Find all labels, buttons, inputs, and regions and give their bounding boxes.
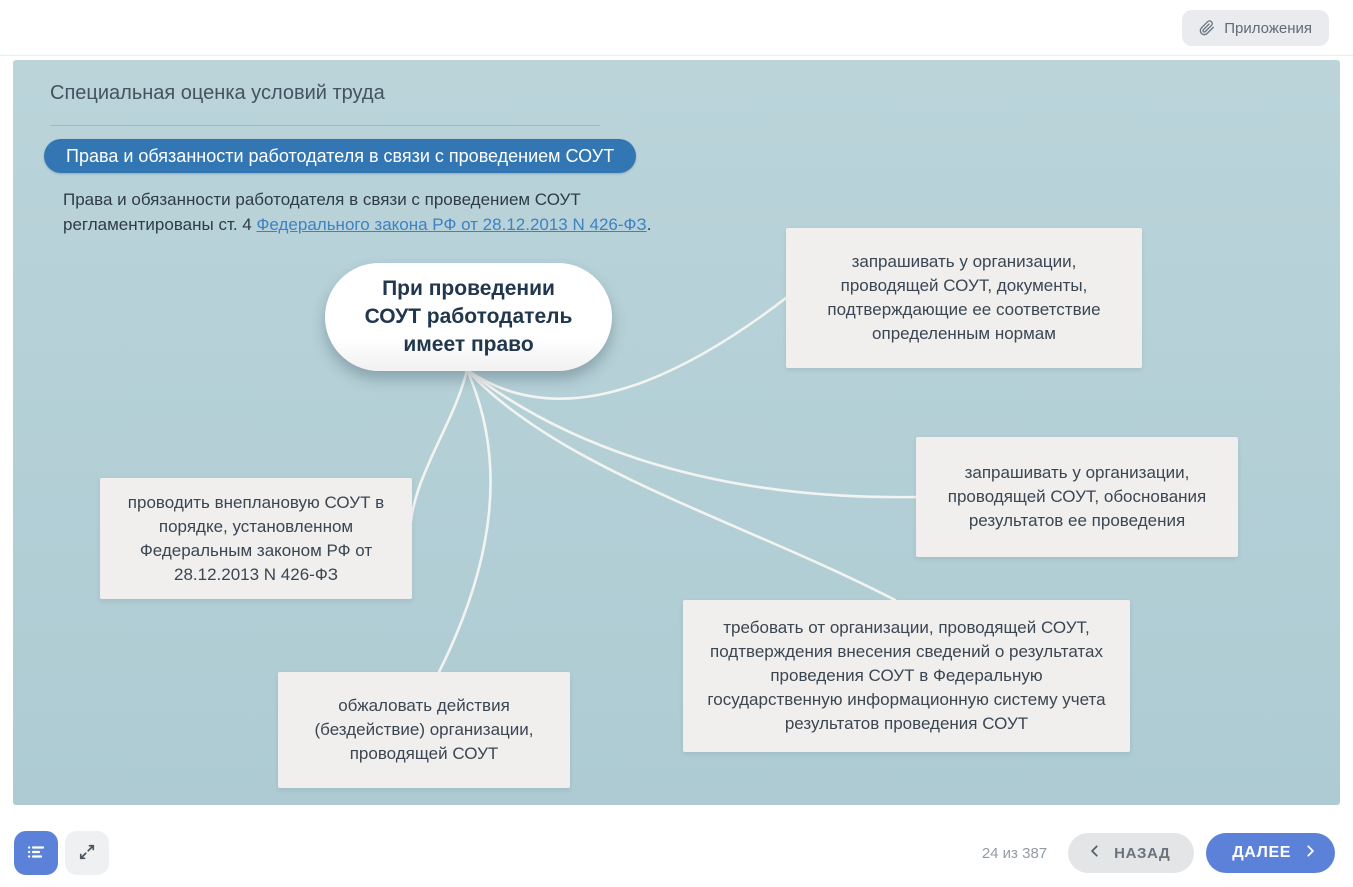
- law-link[interactable]: Федерального закона РФ от 28.12.2013 N 426-ФЗ: [256, 215, 647, 234]
- branch-box-unscheduled-sout: проводить внеплановую СОУТ в порядке, установленном Федеральным законом РФ от 28.12.2013 N 426-ФЗ: [100, 478, 412, 599]
- course-title: Специальная оценка условий труда: [50, 82, 385, 104]
- back-button-label: НАЗАД: [1114, 844, 1171, 862]
- intro-line1: Права и обязанности работодателя в связи с проведением СОУТ: [63, 190, 581, 209]
- back-button[interactable]: [1068, 833, 1194, 873]
- outline-toggle-button[interactable]: [14, 831, 58, 875]
- branch-box-request-justification: запрашивать у организации, проводящей СОУТ, обоснования результатов ее проведения: [916, 437, 1238, 557]
- chevron-right-icon: [1303, 844, 1317, 863]
- chevron-left-icon: [1088, 844, 1102, 862]
- fullscreen-expand-icon: [77, 842, 97, 865]
- center-node: [325, 263, 612, 371]
- fullscreen-button[interactable]: [65, 831, 109, 875]
- list-outline-icon: [26, 842, 46, 865]
- next-button[interactable]: [1206, 833, 1335, 873]
- footer-right-controls: [982, 831, 1335, 875]
- center-node-line: При проведении: [382, 277, 555, 300]
- attachments-button[interactable]: [1182, 10, 1329, 46]
- branch-box-request-documents: запрашивать у организации, проводящей СОУТ, документы, подтверждающие ее соответствие определенным нормам: [786, 228, 1142, 368]
- center-node-line: имеет право: [403, 333, 534, 356]
- page-counter: 24 из 387: [981, 844, 1048, 862]
- top-bar: [0, 0, 1353, 56]
- next-button-label: ДАЛЕЕ: [1232, 844, 1291, 861]
- branch-box-demand-confirmation: требовать от организации, проводящей СОУТ, подтверждения внесения сведений о результатах проведения СОУТ в Федеральную государственную информационную систему учета результатов проведения СОУТ: [683, 600, 1130, 752]
- section-heading-pill: Права и обязанности работодателя в связи с проведением СОУТ: [44, 139, 636, 173]
- footer-left-controls: [14, 831, 109, 875]
- intro-line2-prefix: регламентированы ст. 4: [63, 215, 257, 234]
- center-node-line: СОУТ работодатель: [364, 305, 573, 328]
- slide-panel: [13, 60, 1340, 805]
- paperclip-icon: [1199, 20, 1215, 36]
- intro-paragraph: [63, 187, 763, 237]
- intro-line2-suffix: .: [646, 215, 652, 234]
- attachments-button-label: Приложения: [1224, 19, 1312, 37]
- branch-box-appeal-actions: обжаловать действия (бездействие) организации, проводящей СОУТ: [278, 672, 570, 788]
- title-divider: [50, 125, 600, 126]
